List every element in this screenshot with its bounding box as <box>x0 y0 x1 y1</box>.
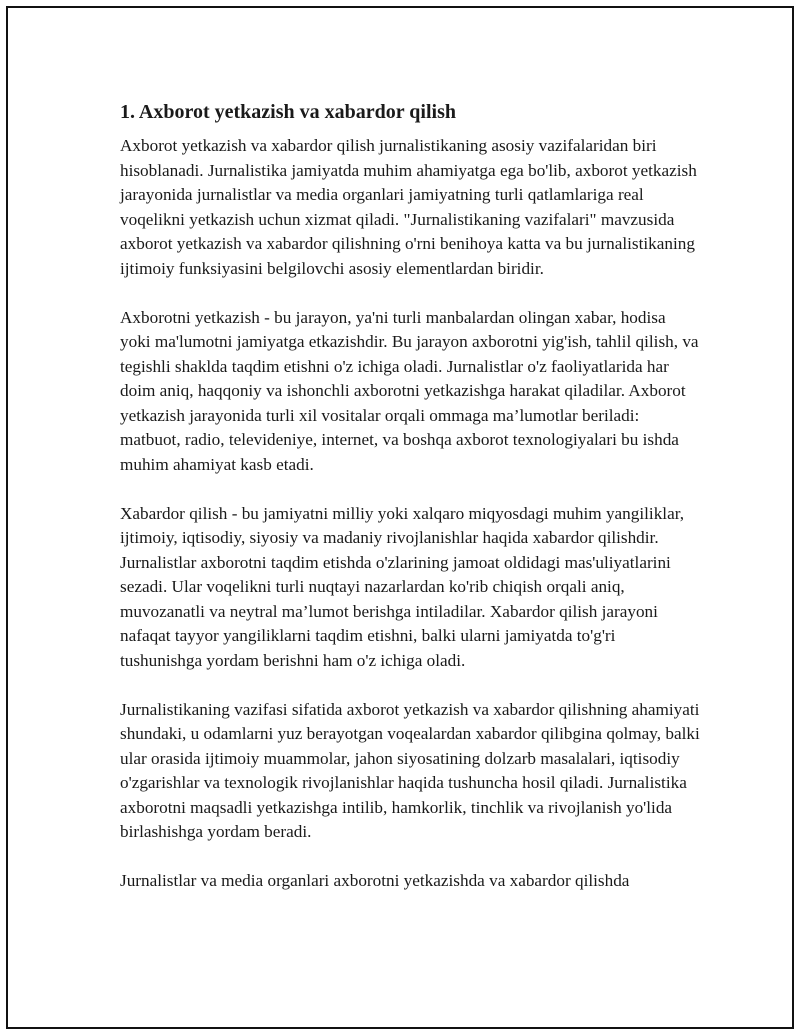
section-heading: 1. Axborot yetkazish va xabardor qilish <box>120 101 456 123</box>
page-frame <box>6 6 794 1029</box>
paragraph: Jurnalistikaning vazifasi sifatida axborot yetkazish va xabardor qilishning ahamiyati shundaki, u odamlarni yuz berayotgan voqealardan xabardor qilibgina qolmay, balki ular orasida ijtimoiy muammolar, jahon siyosatining dolzarb masalalari, iqtisodiy o'zgarishlar va texnologik rivojlanishlar haqida tushuncha hosil qiladi. Jurnalistika axborotni maqsadli yetkazishga intilib, hamkorlik, tinchlik va rivojlanish yo'lida birlashishga yordam beradi. <box>120 699 700 841</box>
paragraph: Axborotni yetkazish - bu jarayon, ya'ni turli manbalardan olingan xabar, hodisa yoki ma'lumotni jamiyatga etkazishdir. Bu jarayon axborotni yig'ish, tahlil qilish, va tegishli shaklda taqdim etishni o'z ichiga oladi. Jurnalistlar o'z faoliyatlarida har doim aniq, haqqoniy va ishonchli axborotni yetkazishga harakat qiladilar. Axborot yetkazish jarayonida turli xil vositalar orqali ommaga ma’lumotlar beriladi: matbuot, radio, televideniye, internet, va boshqa axborot texnologiyalari bu ishda muhim ahamiyat kasb etadi. <box>120 307 699 474</box>
document-body <box>120 98 700 918</box>
paragraph: Xabardor qilish - bu jamiyatni milliy yoki xalqaro miqyosdagi muhim yangiliklar, ijtimoiy, iqtisodiy, siyosiy va madaniy rivojlanishlar haqida xabardor qilishdir. Jurnalistlar axborotni taqdim etishda o'zlarining jamoat oldidagi mas'uliyatlarini sezadi. Ular voqelikni turli nuqtayi nazarlardan ko'rib chiqish orqali aniq, muvozanatli va neytral ma’lumot berishga intiladilar. Xabardor qilish jarayoni nafaqat tayyor yangiliklarni taqdim etishni, balki ularni jamiyatda to'g'ri tushunishga yordam berishni ham o'z ichiga oladi. <box>120 503 685 670</box>
paragraph: Jurnalistlar va media organlari axborotni yetkazishda va xabardor qilishda <box>120 871 630 890</box>
paragraph: Axborot yetkazish va xabardor qilish jurnalistikaning asosiy vazifalaridan biri hisoblanadi. Jurnalistika jamiyatda muhim ahamiyatga ega bo'lib, axborot yetkazish jarayonida jurnalistlar va media organlari jamiyatning turli qatlamlariga real voqelikni yetkazish uchun xizmat qiladi. "Jurnalistikaning vazifalari" mavzusida axborot yetkazish va xabardor qilishning o'rni benihoya katta va bu jurnalistikaning ijtimoiy funksiyasini belgilovchi asosiy elementlardan biridir. <box>120 136 697 278</box>
